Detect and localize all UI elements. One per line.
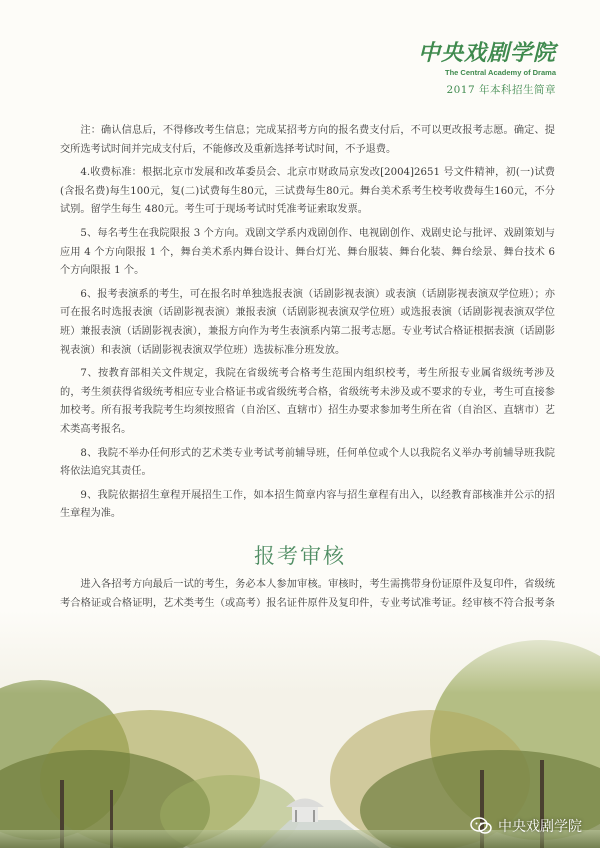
paragraph-no-tutoring: 8、我院不举办任何形式的艺术类专业考试考前辅导班，任何单位或个人以我院名义举办考前辅导班我院将依法追究其责任。 <box>60 447 555 478</box>
section-paragraph: 进入各招考方向最后一试的考生，务必本人参加审核。审核时，考生需携带身份证原件及复印件，省级统考合格证或合格证明，艺术类考生（或高考）报名证件原件及复印件，专业考试准考证。经审核不符合报考条 <box>60 579 555 609</box>
campus-scenery-image <box>0 610 600 848</box>
page-header <box>0 0 600 110</box>
paragraph-acting: 6、报考表演系的考生，可在报名时单独选报表演（话剧影视表演）或表演（话剧影视表演双学位班）；亦可在报名时选报表演（话剧影视表演）兼报表演（话剧影视表演双学位班）或选报表演（话剧影视表演双学位班）兼报表演（话剧影视表演），兼报方向作为考生表演系内第二报考志愿。专业考试合格证根据表演（话剧影视表演）和表演（话剧影视表演双学位班）选拔标准分班发放。 <box>60 288 555 356</box>
watermark-text: 中央戏剧学院 <box>498 819 582 835</box>
section-title: 报考审核 <box>254 544 346 568</box>
logo-chinese: 中央戏剧学院 <box>417 40 556 66</box>
wechat-watermark <box>470 816 582 836</box>
logo-english: The Central Academy of Drama <box>444 68 556 77</box>
wechat-icon <box>470 817 492 835</box>
paragraph-fees: 4.收费标准：根据北京市发展和改革委员会、北京市财政局京发改[2004]2651 号文件精神，初(一)试费(含报名费)每生100元，复(二)试费每生80元，三试费每生80元。舞台美术系考生校考收费每生160元，不分试别。留学生每生 480元。考生可于现场考试时凭准考证索取发票。 <box>60 167 555 216</box>
paragraph-charter: 9、我院依据招生章程开展招生工作，如本招生简章内容与招生章程有出入，以经教育部核准并公示的招生章程为准。 <box>60 489 555 520</box>
header-subtitle: 2017 年本科招生简章 <box>446 84 556 96</box>
paragraph-exam-rules: 7、按教育部相关文件规定，我院在省级统考合格考生范围内组织校考，考生所报专业属省级统考涉及的，考生须获得省级统考相应专业合格证书或省级统考合格，省级统考未涉及或不要求的专业，考生可直接参加校考。所有报考我院考生均须按照省（自治区、直辖市）招生办要求参加考生所在省（自治区、直辖市）艺术类高考报名。 <box>60 368 555 435</box>
body-text <box>60 122 555 529</box>
paragraph-note: 注：确认信息后，不得修改考生信息；完成某招考方向的报名费支付后，不可以更改报考志愿。确定、提交所选考试时间并完成支付后，不能修改及重新选择考试时间，不予退费。 <box>60 125 555 155</box>
paragraph-limit: 5、每名考生在我院限报 3 个方向。戏剧文学系内戏剧创作、电视剧创作、戏剧史论与批评、戏剧策划与应用 4 个方向限报 1 个，舞台美术系内舞台设计、舞台灯光、舞台服装、舞台化装、舞台绘景、舞台技术 6 个方向限报 1 个。 <box>60 227 555 277</box>
